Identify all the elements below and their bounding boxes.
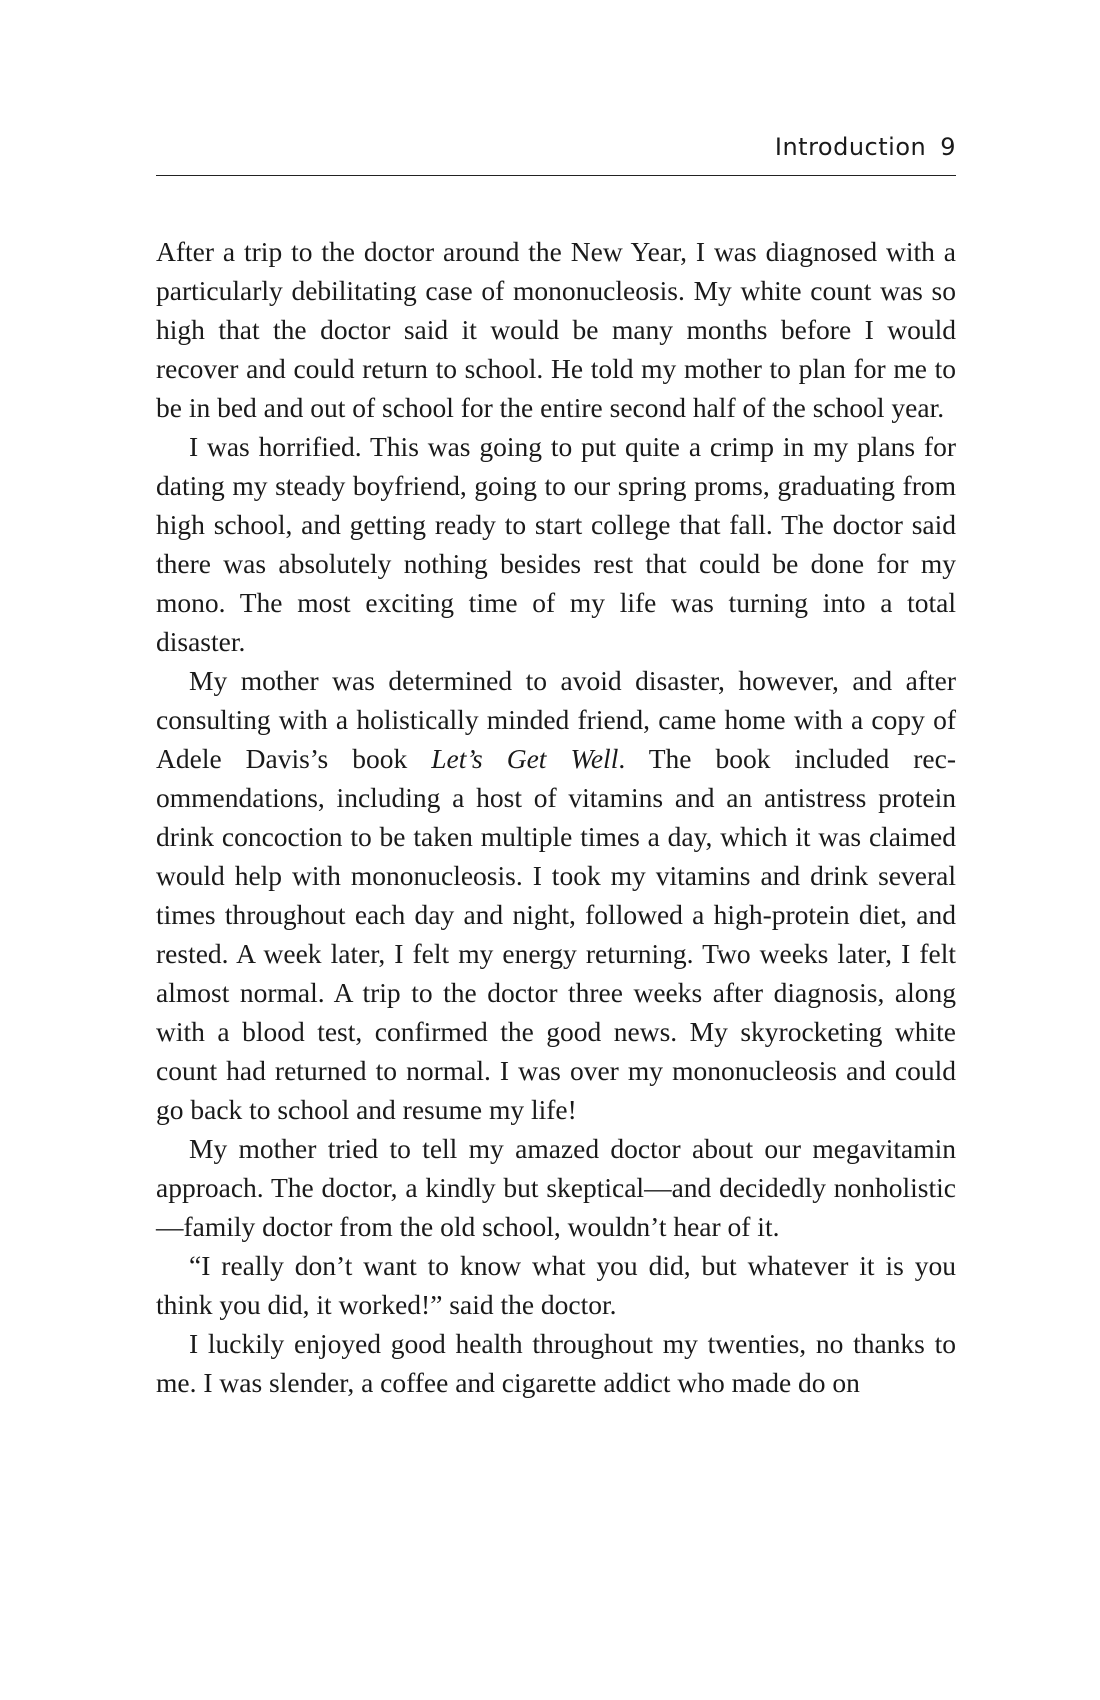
- header-rule: [156, 175, 956, 176]
- section-title: Introduction: [774, 133, 927, 161]
- book-title: Let’s Get Well: [431, 743, 619, 774]
- body-text: [156, 232, 956, 1402]
- paragraph-6: I luckily enjoyed good health throughout my twenties, no thanks to me. I was slender, a coffee and cigarette addict who made do on: [156, 1328, 956, 1398]
- paragraph-3-before: My mother was determined to avoid disaster, however, and after consulting with a holistically minded friend, came home with a copy of Adele Davis’s book: [156, 665, 956, 774]
- paragraph-1: After a trip to the doctor around the New Year, I was diagnosed with a particularly debilitating case of mononucleosis. My white count was so high that the doctor said it would be many months before I would recover and could return to school. He told my mother to plan for me to be in bed and out of school for the entire second half of the school year.: [156, 236, 956, 423]
- paragraph-4: My mother tried to tell my amazed doctor about our megavitamin approach. The doctor, a kindly but skeptical—and decidedly nonholistic—family doctor from the old school, wouldn’t hear of it.: [156, 1133, 956, 1242]
- page-number: 9: [940, 133, 956, 161]
- paragraph-2: I was horrified. This was going to put quite a crimp in my plans for dating my steady boyfriend, going to our spring proms, graduating from high school, and getting ready to start college that fall. The doctor said there was absolutely nothing besides rest that could be done for my mono. The most exciting time of my life was turning into a total disaster.: [156, 431, 956, 657]
- paragraph-5: “I really don’t want to know what you did, but whatever it is you think you did, it worked!” said the doctor.: [156, 1250, 956, 1320]
- paragraph-3: [156, 661, 956, 1129]
- paragraph-3-after: . The book included recommendations, including a host of vitamins and an antistress protein drink concoction to be taken multiple times a day, which it was claimed would help with mononucleosis. I took my vitamins and drink several times throughout each day and night, followed a high-protein diet, and rested. A week later, I felt my energy returning. Two weeks later, I felt almost normal. A trip to the doctor three weeks after diagnosis, along with a blood test, confirmed the good news. My skyrocketing white count had returned to normal. I was over my mononucleosis and could go back to school and resume my life!: [156, 743, 957, 1125]
- running-head: [156, 133, 956, 169]
